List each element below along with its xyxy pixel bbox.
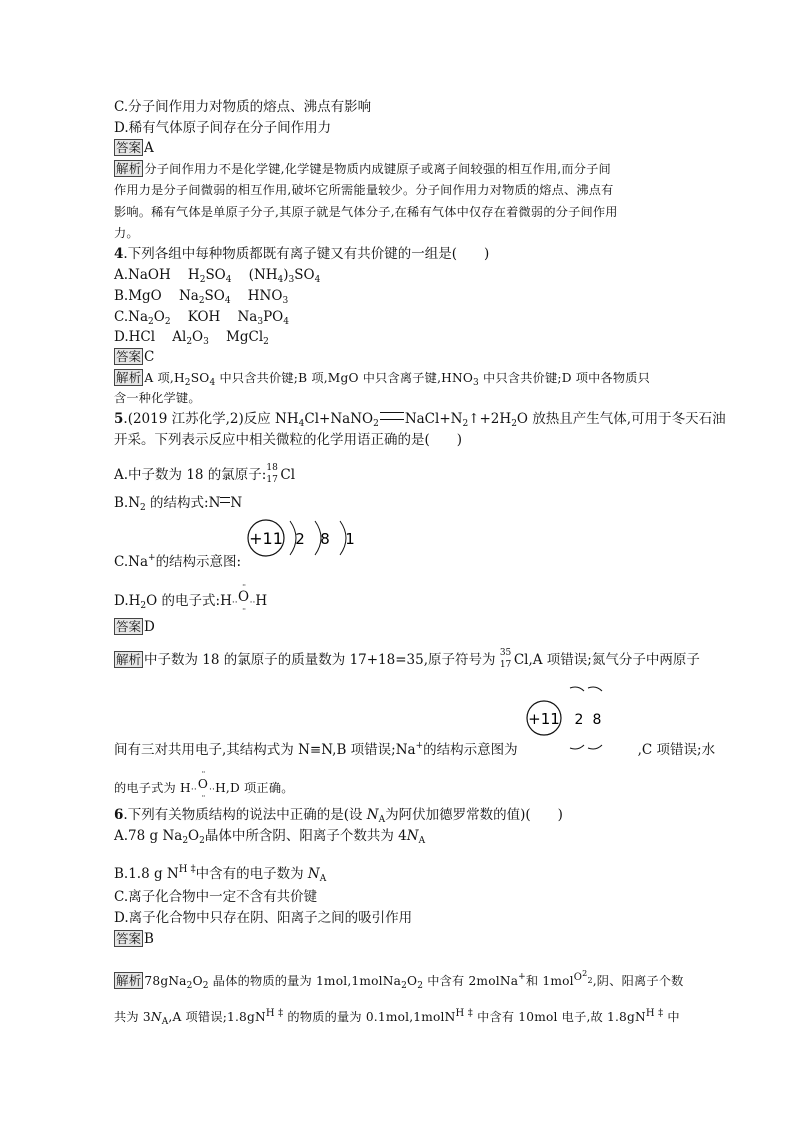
shell-arc-2-top bbox=[588, 687, 602, 691]
answer-tag: 答案 bbox=[116, 140, 142, 155]
q5-analysis-line-3: 的电子式为 H·· ·· O ·· ··H,D 项正确。 bbox=[114, 768, 294, 801]
q4-option-d: D.HCl $Al_2O_3$ MgCl$_2$ bbox=[114, 329, 269, 347]
q6-option-d: D.离子化合物中只存在阴、阳离子之间的吸引作用 bbox=[114, 910, 413, 926]
q5-option-b: $B.N_2$ 的结构式:N N bbox=[114, 495, 243, 513]
q4-option-b: B.MgO $Na_2SO_4$ $HNO_3$ bbox=[114, 288, 289, 306]
q5-stem-line-2: 开采。下列表示反应中相关微粒的化学用语正确的是( ) bbox=[114, 432, 463, 448]
shell-1-count: 2 bbox=[295, 530, 305, 548]
q6-option-c: C.离子化合物中一定不含有共价键 bbox=[114, 889, 318, 905]
reaction-equals-sign bbox=[380, 412, 404, 420]
double-bond-sign bbox=[220, 497, 230, 503]
nucleus-charge: +11 bbox=[249, 529, 283, 548]
q4-analysis-line-2: 含一种化学键。 bbox=[114, 391, 201, 405]
q6-answer: B bbox=[144, 931, 154, 947]
q5-option-a: A.中子数为 18 的氯原子: 18 17 Cl bbox=[114, 463, 296, 485]
analysis-tag: 解析 bbox=[116, 370, 142, 385]
q6-option-b: B.1.8 g $N^{H \ddagger}$中含有的电子数为 $N_A$ bbox=[114, 861, 326, 883]
ammonium-ion-symbol: H ‡ bbox=[178, 864, 196, 875]
q3-option-c: C.分子间作用力对物质的熔点、沸点有影响 bbox=[114, 99, 372, 115]
q3-analysis-line-2: 作用力是分子间微弱的相互作用,破坏它所需能量较少。分子间作用力对物质的熔点、沸点有 bbox=[114, 183, 614, 197]
q4-answer-line bbox=[114, 348, 154, 366]
q4-option-c: $C.Na_2O_2$ KOH $Na_3PO_4$ bbox=[114, 309, 289, 327]
q5-option-c: C.Na+的结构示意图: bbox=[114, 553, 242, 570]
q6-analysis-line-1: 解析 $78gNa_2O_2$ 晶体的物质的量为 $1mol,1molNa_2O_2$ 中含有 2molNa+和 1mol$^{O2}$2,阴、阳离子个数 bbox=[114, 965, 684, 990]
q4-stem: 4.下列各组中每种物质都既有离子键又有共价键的一组是( ) bbox=[114, 246, 490, 262]
q3-analysis-line-4: 力。 bbox=[114, 226, 139, 240]
q5-analysis-line-1: 解析 中子数为 18 的氯原子的质量数为 17+18=35,原子符号为 35 17 Cl,A 项错误;氮气分子中两原子 bbox=[116, 648, 700, 670]
q6-option-a: A.78 g $Na_2O_2$晶体中所含阴、阳离子个数共为 $4N_A$ bbox=[114, 828, 426, 846]
q4-analysis-line-1: 解析 A 项$,H_2SO_4$ 中只含共价键;B 项,MgO 中只含离子键$,HNO_3$ 中只含共价键;D 项中各物质只 bbox=[116, 370, 651, 388]
q4-option-a: A.NaOH $H_2SO_4$ $(NH_4)_3SO_4$ bbox=[114, 267, 321, 285]
electron-dots-left: ·· bbox=[231, 598, 238, 608]
nucleus-charge: +11 bbox=[528, 710, 560, 728]
q5-answer-line bbox=[114, 618, 155, 636]
water-oxygen-electron-formula-analysis: ·· O ·· bbox=[197, 768, 209, 801]
shell-3-count: 1 bbox=[345, 530, 355, 548]
sodium-ion-structure-diagram bbox=[240, 518, 360, 564]
peroxide-ion-symbol: $^{O2}$2 bbox=[573, 969, 593, 985]
q4-answer: C bbox=[144, 349, 155, 365]
analysis-tag: 解析 bbox=[116, 973, 142, 988]
electron-dots-right: ·· bbox=[249, 598, 256, 608]
q3-answer: A bbox=[144, 140, 154, 156]
shell-2-count: 8 bbox=[320, 530, 330, 548]
water-oxygen-electron-formula: ·· O ·· bbox=[238, 581, 250, 614]
q3-analysis-line-1: 解析 分子间作用力不是化学键,化学键是物质内成键原子或离子间较强的相互作用,而分子间 bbox=[116, 161, 611, 176]
shell-2-count: 8 bbox=[592, 712, 602, 728]
analysis-tag: 解析 bbox=[116, 652, 142, 667]
chlorine-35-nuclide-symbol: 35 17 bbox=[499, 648, 512, 670]
q3-answer-line bbox=[114, 139, 154, 157]
q5-answer: D bbox=[144, 619, 155, 635]
q3-analysis-line-3: 影响。稀有气体是单原子分子,其原子就是气体分子,在稀有气体中仅存在着微弱的分子间作用 bbox=[114, 205, 618, 219]
q3-option-d: D.稀有气体原子间存在分子间作用力 bbox=[114, 120, 332, 136]
shell-arc-1-top bbox=[570, 687, 584, 691]
chlorine-nuclide-symbol: 18 17 bbox=[266, 463, 278, 485]
answer-tag: 答案 bbox=[116, 931, 142, 946]
analysis-tag: 解析 bbox=[116, 161, 142, 176]
shell-1-count: 2 bbox=[574, 712, 584, 728]
q5-analysis-line-2: 间有三对共用电子,其结构式为 N≡N,B 项错误;Na+的结构示意图为 ,C 项错误;水 bbox=[114, 741, 716, 758]
q5-stem-line-1: 5.(2019 江苏化学,2)反应 $NH_4Cl+NaNO_2$ $NaCl+N_2↑+2H_2O$ 放热且产生气体,可用于冬天石油 bbox=[114, 411, 726, 429]
answer-tag: 答案 bbox=[116, 349, 142, 364]
answer-tag: 答案 bbox=[116, 619, 142, 634]
q6-analysis-line-2: 共为 $3N_A,A$ 项错误$;1.8gN^{H \ddagger}$ 的物质的量为 0.1mol,1molN$^{H \ddagger}$ 中含有 10mol 电子,故 $1.8gN^{H \ddagger}$ 中 bbox=[114, 1008, 680, 1027]
q5-option-d: $D.H_2O$ 的电子式:H·· ·· O ·· ··H bbox=[114, 581, 268, 614]
q6-stem: 6.下列有关物质结构的说法中正确的是(设 $N_A$为阿伏加德罗常数的值)( ) bbox=[114, 807, 563, 825]
q6-answer-line bbox=[114, 930, 154, 948]
